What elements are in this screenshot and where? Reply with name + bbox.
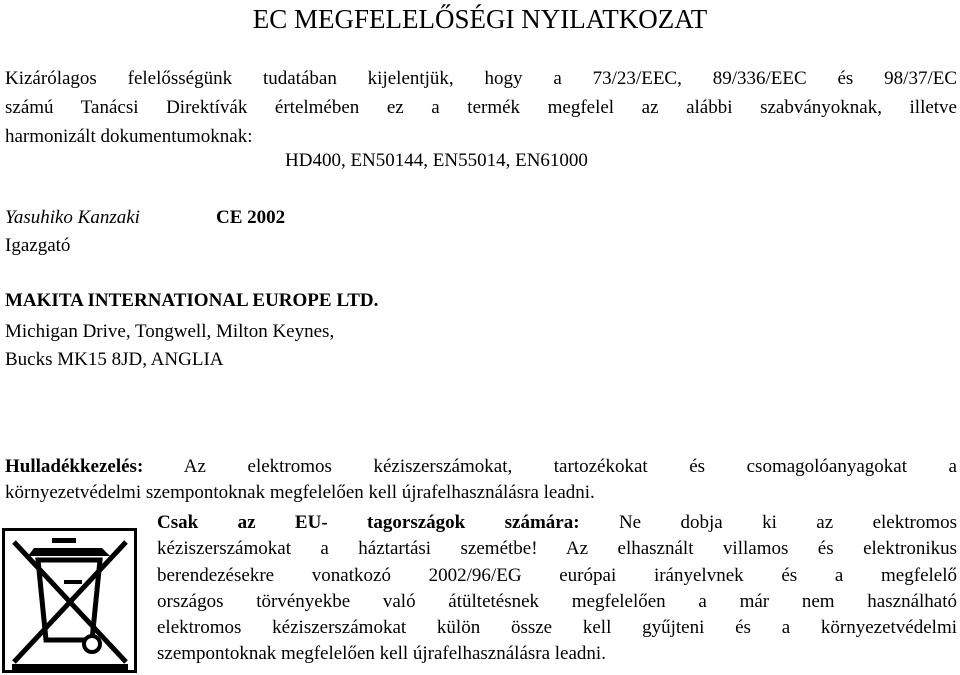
eu-line-4: országos törvényekbe való átültetésnek megfelelően a már nem használható (157, 590, 957, 612)
eu-line-1 (157, 510, 957, 536)
document-title: EC MEGFELELŐSÉGI NYILATKOZAT (252, 4, 708, 34)
standards-list: HD400, EN50144, EN55014, EN61000 (285, 150, 588, 171)
ce-mark: CE 2002 (216, 207, 286, 228)
crossed-out-wheelie-bin-icon (2, 528, 138, 674)
company-address-line-2: Bucks MK15 8JD, ANGLIA (5, 349, 224, 370)
signatory-name: Yasuhiko Kanzaki (5, 207, 140, 228)
waste-line-2: környezetvédelmi szempontoknak megfelelően kell újrafelhasználásra leadni. (5, 482, 595, 503)
waste-paragraph (5, 454, 957, 506)
declaration-paragraph (5, 64, 957, 151)
declaration-line-2: számú Tanácsi Direktívák értelmében ez a termék megfelel az alábbi szabványoknak, illetve (5, 97, 957, 118)
waste-label: Hulladékkezelés: (5, 456, 144, 477)
waste-line-1 (5, 454, 957, 480)
company-name: MAKITA INTERNATIONAL EUROPE LTD. (5, 290, 379, 311)
signatory-role: Igazgató (5, 235, 71, 256)
declaration-line-3: harmonizált dokumentumoknak: (5, 126, 253, 147)
company-address-line-1: Michigan Drive, Tongwell, Milton Keynes, (5, 321, 335, 342)
eu-line-1-text: Ne dobja ki az elektromos (618, 512, 957, 533)
waste-line-1-text: Az elektromos kéziszerszámokat, tartozékokat és csomagolóanyagokat a (183, 456, 957, 477)
eu-notice (157, 510, 957, 668)
eu-line-5: elektromos kéziszerszámokat külön össze kell gyűjteni és a környezetvédelmi (157, 617, 957, 639)
declaration-line-1: Kizárólagos felelősségünk tudatában kijelentjük, hogy a 73/23/EEC, 89/336/EEC és 98/37/EC (5, 68, 957, 89)
eu-line-2: kéziszerszámokat a háztartási szemétbe! Az elhasznált villamos és elektronikus (157, 538, 957, 560)
eu-line-6: szempontoknak megfelelően kell újrafelhasználásra leadni. (157, 643, 606, 665)
eu-line-3: berendezésekre vonatkozó 2002/96/EG európai irányelvnek és a megfelelő (157, 564, 957, 586)
eu-label: Csak az EU- tagországok számára: (157, 512, 580, 533)
